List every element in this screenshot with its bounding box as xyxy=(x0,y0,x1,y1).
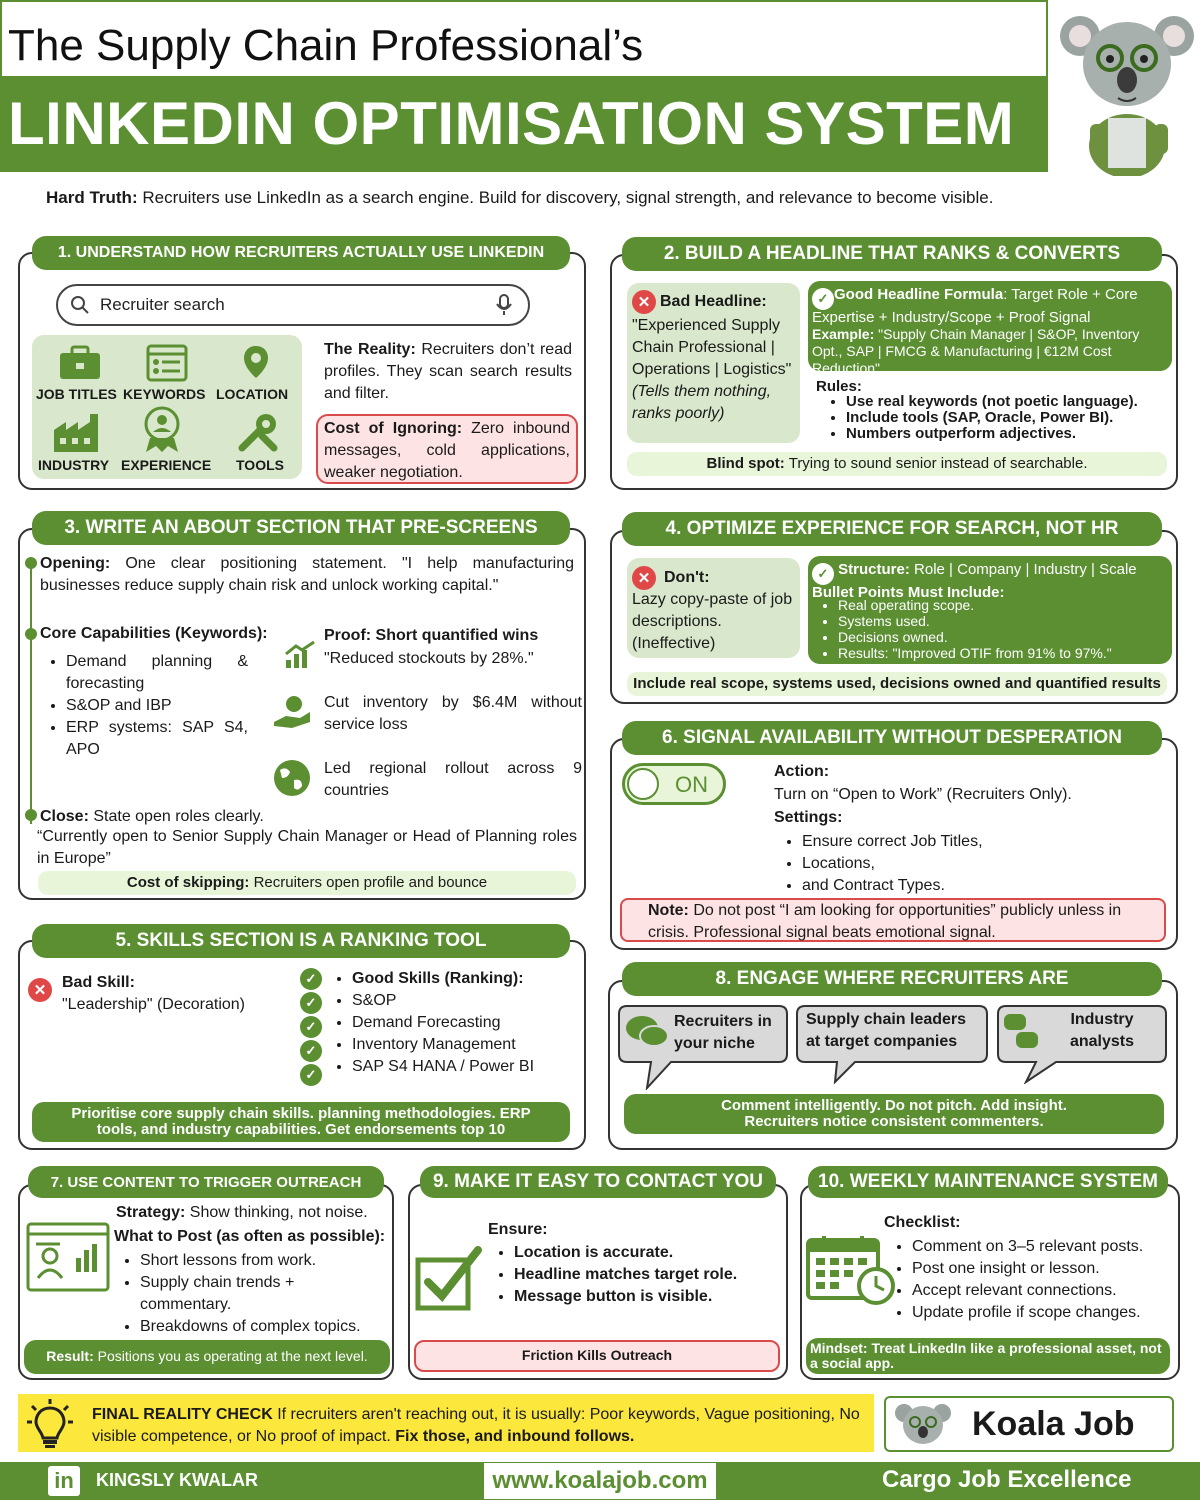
ensure-list xyxy=(494,1242,737,1308)
experience-badge-icon xyxy=(142,406,182,454)
note-text: Do not post “I am looking for opportunities” publicly unless in crisis. Professional signal beats emotional signal. xyxy=(648,902,1122,941)
footer-tagline: Cargo Job Excellence xyxy=(882,1466,1132,1493)
close-body: State open roles clearly. xyxy=(88,808,264,825)
author-name: KINGSLY KWALAR xyxy=(96,1470,259,1490)
core-item: • ERP systems: SAP S4, APO xyxy=(66,717,248,761)
timeline-dot xyxy=(25,628,37,640)
checklist-label: Checklist: xyxy=(884,1214,961,1231)
final-label: FINAL REALITY CHECK xyxy=(92,1406,273,1423)
good-skill-item: • Inventory Management xyxy=(352,1034,534,1056)
result-text: Positions you as operating at the next level. xyxy=(93,1348,368,1365)
settings-item: • Locations, xyxy=(802,853,983,875)
lightbulb-icon xyxy=(26,1398,74,1450)
bad-skill-label: Bad Skill: xyxy=(62,974,135,991)
cross-icon: ✕ xyxy=(632,566,656,590)
good-skill-item: • S&OP xyxy=(352,990,534,1012)
discussion-icon xyxy=(1002,1012,1042,1052)
availability-note xyxy=(620,898,1166,942)
good-skills-checks xyxy=(300,968,322,1086)
toggle-knob xyxy=(627,768,659,800)
mindset-text: Mindset: Treat LinkedIn like a professional asset, not a social app. xyxy=(810,1340,1162,1371)
search-icon xyxy=(70,295,90,315)
skip-text: Recruiters open profile and bounce xyxy=(249,873,488,891)
checklist-item: • Post one insight or lesson. xyxy=(912,1258,1143,1280)
structure-text xyxy=(812,562,1170,601)
experience-bullet: • Results: "Improved OTIF from 91% to 97%." xyxy=(838,645,1112,661)
page-title: LINKEDIN OPTIMISATION SYSTEM xyxy=(8,90,1015,157)
what-to-post-label: What to Post (as often as possible): xyxy=(114,1228,386,1245)
recruiter-search-bar[interactable] xyxy=(56,284,530,326)
checklist-item: • Comment on 3–5 relevant posts. xyxy=(912,1236,1143,1258)
rule-item: • Include tools (SAP, Oracle, Power BI). xyxy=(846,410,1138,426)
bad-headline-header xyxy=(632,290,767,314)
skip-label: Cost of skipping: xyxy=(126,873,250,891)
bad-headline-label: Bad Headline: xyxy=(660,293,767,310)
settings-label: Settings: xyxy=(774,809,843,826)
checklist-list xyxy=(892,1236,1143,1324)
core-capabilities-label: Core Capabilities (Keywords): xyxy=(40,625,268,642)
reality-label: The Reality: xyxy=(324,341,416,358)
blind-spot-label: Blind spot: xyxy=(706,454,785,472)
hard-truth xyxy=(46,187,1176,209)
note-label: Note: xyxy=(648,902,689,919)
ensure-item: • Headline matches target role. xyxy=(514,1264,737,1286)
bad-headline-note: (Tells them nothing, ranks poorly) xyxy=(632,383,772,422)
timeline-dot xyxy=(25,809,37,821)
section-6-title: 6. SIGNAL AVAILABILITY WITHOUT DESPERATION xyxy=(622,721,1162,755)
koala-job-brand-box xyxy=(884,1396,1174,1452)
location-pin-icon xyxy=(242,344,270,382)
strategy-body: Show thinking, not noise. xyxy=(185,1204,368,1221)
filter-label-industry: INDUSTRY xyxy=(38,457,110,473)
title-top: The Supply Chain Professional’s xyxy=(8,21,644,70)
section-3-title: 3. WRITE AN ABOUT SECTION THAT PRE-SCREENS xyxy=(32,511,570,545)
engage-footer-bar xyxy=(624,1094,1164,1134)
section-5-title: 5. SKILLS SECTION IS A RANKING TOOL xyxy=(32,924,570,958)
experience-footer-bar xyxy=(627,672,1167,696)
settings-item: • and Contract Types. xyxy=(802,875,983,897)
experience-bullet: • Decisions owned. xyxy=(838,629,1112,645)
filter-label-experience: EXPERIENCE xyxy=(121,457,212,473)
website-box[interactable] xyxy=(484,1463,716,1499)
check-icon: ✓ xyxy=(812,563,834,585)
cost-text: Zero inbound messages, cold applications, weaker negotiation. xyxy=(324,420,570,481)
opening-label: Opening: xyxy=(40,555,111,572)
example-label: Example: xyxy=(812,326,875,342)
skills-footer-bar xyxy=(32,1102,570,1142)
experience-bullets-list xyxy=(818,597,1112,661)
close-quote: “Currently open to Senior Supply Chain Manager or Head of Planning roles in Europe” xyxy=(37,828,577,867)
opening-text xyxy=(40,553,574,597)
bubble-recruiters: Recruiters in your niche xyxy=(674,1013,772,1052)
section-2-title: 2. BUILD A HEADLINE THAT RANKS & CONVERTS xyxy=(622,237,1162,271)
growth-chart-icon xyxy=(284,640,316,670)
bullets-label: Bullet Points Must Include: xyxy=(812,584,1005,601)
keywords-icon xyxy=(146,344,188,382)
friction-footer-bar xyxy=(414,1340,780,1372)
close-label: Close: xyxy=(40,808,89,825)
ensure-item: • Message button is visible. xyxy=(514,1286,737,1308)
cost-of-skipping-bar xyxy=(38,871,576,895)
search-placeholder: Recruiter search xyxy=(100,295,225,314)
rule-item: • Use real keywords (not poetic language). xyxy=(846,394,1138,410)
tools-icon xyxy=(236,410,280,454)
dont-text: Lazy copy-paste of job descriptions. (Ineffective) xyxy=(632,591,793,652)
bad-skill-text: "Leadership" (Decoration) xyxy=(62,996,246,1013)
post-item: • Short lessons from work. xyxy=(140,1250,382,1272)
cost-of-ignoring-box xyxy=(316,414,578,484)
ensure-label: Ensure: xyxy=(488,1221,548,1238)
linkedin-icon[interactable] xyxy=(48,1466,80,1496)
reality-body: Recruiters don’t read profiles. They scan search results and filter. xyxy=(324,341,572,402)
section-4-title: 4. OPTIMIZE EXPERIENCE FOR SEARCH, NOT HR xyxy=(622,512,1162,546)
brand-name: Koala Job xyxy=(972,1404,1135,1443)
calendar-clock-icon xyxy=(806,1234,896,1306)
engage-footer-text: Comment intelligently. Do not pitch. Add insight. Recruiters notice consistent commenters. xyxy=(721,1097,1067,1130)
result-label: Result: xyxy=(46,1348,94,1365)
good-skills-list xyxy=(332,968,534,1078)
good-skills-label: • Good Skills (Ranking): xyxy=(352,968,534,990)
chat-icon xyxy=(624,1014,670,1050)
bubble-leaders: Supply chain leaders at target companies xyxy=(806,1011,967,1050)
cross-icon: ✕ xyxy=(632,290,656,314)
post-list xyxy=(120,1250,382,1338)
good-headline-label: Good Headline Formula xyxy=(834,286,1004,303)
rules-label: Rules: xyxy=(816,378,862,395)
website-link[interactable]: www.koalajob.com xyxy=(492,1467,708,1494)
hard-truth-label: Hard Truth: xyxy=(46,188,138,207)
dont-label: Don't: xyxy=(664,569,710,586)
section-9-title: 9. MAKE IT EASY TO CONTACT YOU xyxy=(420,1166,776,1198)
filter-label-keywords: KEYWORDS xyxy=(123,386,206,402)
friction-footer-text: Friction Kills Outreach xyxy=(521,1347,673,1364)
cross-icon: ✕ xyxy=(28,978,52,1002)
filter-label-job-titles: JOB TITLES xyxy=(36,386,117,402)
microphone-icon[interactable] xyxy=(496,294,512,316)
reality-text xyxy=(324,339,572,405)
good-skill-item: • SAP S4 HANA / Power BI xyxy=(352,1056,534,1078)
experience-bullet: • Real operating scope. xyxy=(838,597,1112,613)
post-item: • Supply chain trends + commentary. xyxy=(140,1272,382,1316)
open-to-work-toggle[interactable] xyxy=(622,763,726,805)
filter-label-location: LOCATION xyxy=(216,386,289,402)
structure-body: Role | Company | Industry | Scale xyxy=(909,561,1137,578)
linkedin-glyph: in xyxy=(54,1468,74,1493)
ensure-item: • Location is accurate. xyxy=(514,1242,737,1264)
final-body: If recruiters aren't reaching out, it is usually: Poor keywords, Vague positioning, No visible competence, or No proof of impact. xyxy=(92,1406,860,1445)
close-text xyxy=(40,806,264,828)
globe-icon xyxy=(272,758,312,798)
factory-icon xyxy=(52,410,104,454)
blind-spot-text: Trying to sound senior instead of searchable. xyxy=(784,454,1088,472)
proof-item-3: Led regional rollout across 9 countries xyxy=(324,760,582,799)
checkbox-tick-icon xyxy=(414,1246,482,1312)
cost-label: Cost of Ignoring: xyxy=(324,420,463,437)
filter-label-tools: TOOLS xyxy=(236,457,284,473)
opening-body: One clear positioning statement. "I help manufacturing businesses reduce supply chain risk and unlock working capital." xyxy=(40,555,574,594)
section-7-title: 7. USE CONTENT TO TRIGGER OUTREACH xyxy=(28,1166,384,1198)
mindset-bar xyxy=(806,1338,1170,1374)
blind-spot-bar xyxy=(627,452,1167,476)
hand-money-icon xyxy=(272,694,312,730)
dont-header xyxy=(632,566,710,590)
checklist-item: • Accept relevant connections. xyxy=(912,1280,1143,1302)
briefcase-icon xyxy=(58,345,102,381)
proof-item-1: "Reduced stockouts by 28%." xyxy=(324,650,534,667)
bad-headline-example: "Experienced Supply Chain Professional | Operations | Logistics" xyxy=(632,317,792,378)
check-icon: ✓ xyxy=(300,968,322,990)
experience-footer-text: Include real scope, systems used, decisions owned and quantified results xyxy=(633,674,1161,692)
bad-headline-text xyxy=(632,315,798,425)
core-item: • Demand planning & forecasting xyxy=(66,651,248,695)
rule-item: • Numbers outperform adjectives. xyxy=(846,426,1138,442)
check-icon: ✓ xyxy=(300,992,322,1014)
strategy-text xyxy=(116,1202,368,1224)
section-10-title: 10. WEEKLY MAINTENANCE SYSTEM xyxy=(808,1166,1168,1198)
example-text: "Supply Chain Manager | S&OP, Inventory Opt., SAP | FMCG & Manufacturing | €12M Cost Reduction" xyxy=(812,326,1140,376)
content-dashboard-icon xyxy=(26,1222,110,1294)
content-result-bar xyxy=(24,1340,390,1374)
settings-item: • Ensure correct Job Titles, xyxy=(802,831,983,853)
check-icon: ✓ xyxy=(300,1016,322,1038)
check-icon: ✓ xyxy=(300,1040,322,1062)
rules-list xyxy=(826,394,1138,442)
check-icon: ✓ xyxy=(812,288,834,310)
good-skill-item: • Demand Forecasting xyxy=(352,1012,534,1034)
experience-bullet: • Systems used. xyxy=(838,613,1112,629)
good-headline-formula: : Target Role + Core Expertise + Industry/Scope + Proof Signal xyxy=(812,286,1138,326)
settings-list xyxy=(782,831,983,897)
post-item: • Breakdowns of complex topics. xyxy=(140,1316,382,1338)
koala-mascot-illustration xyxy=(1060,6,1194,176)
action-text: Turn on “Open to Work” (Recruiters Only). xyxy=(774,786,1072,803)
timeline-dot xyxy=(25,557,37,569)
good-headline-text xyxy=(812,287,1170,377)
core-item: • S&OP and IBP xyxy=(66,695,248,717)
proof-label: Proof: Short quantified wins xyxy=(324,627,539,644)
section-1-title: 1. UNDERSTAND HOW RECRUITERS ACTUALLY USE LINKEDIN xyxy=(32,236,570,270)
section-8-title: 8. ENGAGE WHERE RECRUITERS ARE xyxy=(622,962,1162,996)
check-icon: ✓ xyxy=(300,1064,322,1086)
timeline-line xyxy=(30,562,32,824)
structure-label: Structure: xyxy=(838,561,910,578)
proof-item-2: Cut inventory by $6.4M without service loss xyxy=(324,694,582,733)
hard-truth-text: Recruiters use LinkedIn as a search engine. Build for discovery, signal strength, and relevance to become visible. xyxy=(137,188,994,207)
checklist-item: • Update profile if scope changes. xyxy=(912,1302,1143,1324)
toggle-label: ON xyxy=(675,772,708,797)
koala-logo-icon xyxy=(894,1401,952,1447)
strategy-label: Strategy: xyxy=(116,1204,186,1221)
final-end: Fix those, and inbound follows. xyxy=(395,1428,635,1445)
final-reality-text xyxy=(92,1404,872,1448)
action-label: Action: xyxy=(774,763,830,780)
core-capabilities-list xyxy=(46,651,248,761)
bubble-analysts: Industry analysts xyxy=(1069,1011,1135,1050)
skills-footer-text: Prioritise core supply chain skills. planning methodologies. ERP tools, and industry capabilities. Get endorsements top 10 xyxy=(71,1105,531,1138)
